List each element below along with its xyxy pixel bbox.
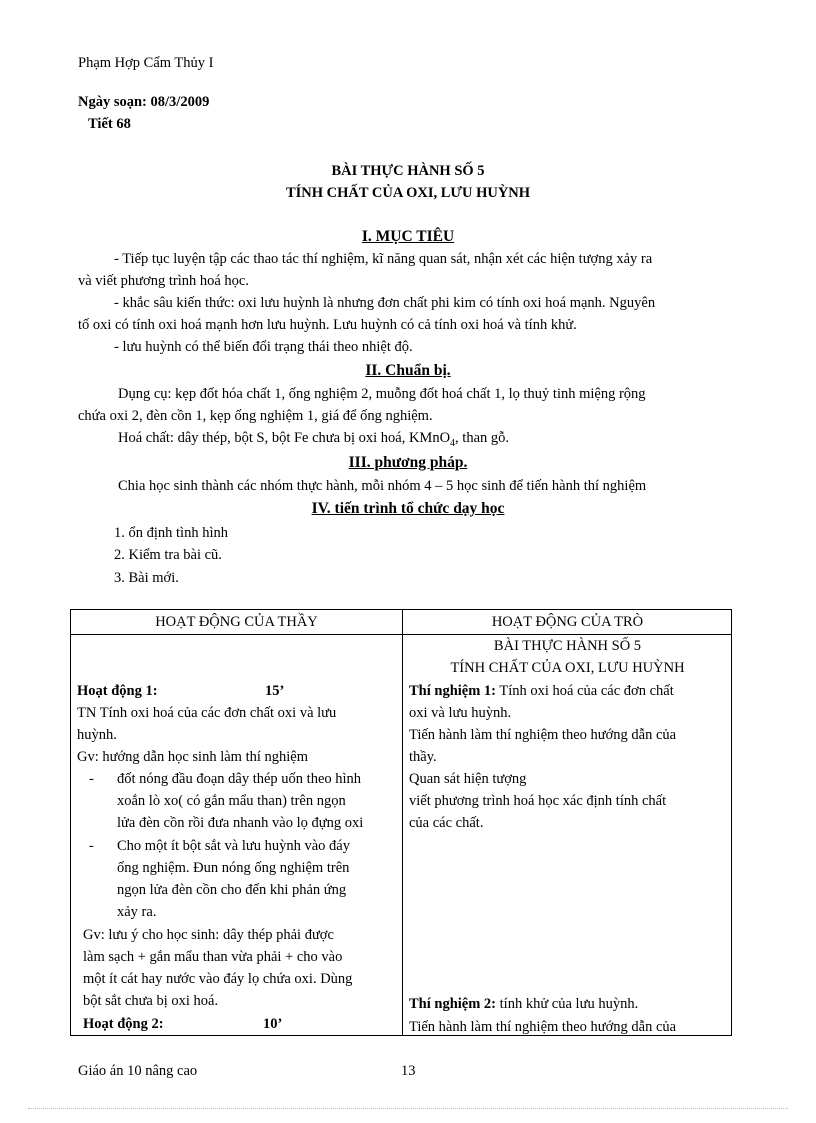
teacher-column-header: HOẠT ĐỘNG CỦA THẦY [155, 614, 318, 630]
student-line: thầy. [409, 749, 437, 765]
objectives-line: - lưu huỳnh có thể biến đổi trạng thái theo nhiệt độ. [114, 339, 413, 355]
activity-1-label: Hoạt động 1: [77, 683, 158, 699]
section-process-heading: IV. tiến trình tổ chức dạy học [311, 500, 505, 517]
experiment-1 [409, 680, 674, 702]
objectives-line: - Tiếp tục luyện tập các thao tác thí nghiệm, kĩ năng quan sát, nhận xét các hiện tượng xảy ra [114, 251, 653, 267]
teacher-line: huỳnh. [77, 727, 117, 743]
prep-date: Ngày soạn: 08/3/2009 [78, 94, 210, 110]
objectives-line: và viết phương trình hoá học. [78, 273, 249, 289]
bullet-dash: - [89, 838, 94, 854]
teacher-bullet-line: xảy ra. [117, 904, 157, 920]
title-line-2: TÍNH CHẤT CỦA OXI, LƯU HUỲNH [285, 185, 531, 201]
page-number: 13 [401, 1063, 416, 1079]
student-line: Quan sát hiện tượng [409, 771, 527, 787]
objectives-line: tố oxi có tính oxi hoá mạnh hơn lưu huỳnh. Lưu huỳnh có cả tính oxi hoá và tính khử. [78, 317, 577, 333]
experiment-1-text: Tính oxi hoá của các đơn chất [496, 683, 674, 699]
title-line-1: BÀI THỰC HÀNH SỐ 5 [331, 163, 485, 179]
student-line: viết phương trình hoá học xác định tính chất [409, 793, 667, 809]
teacher-line: TN Tính oxi hoá của các đơn chất oxi và lưu [77, 705, 337, 721]
teacher-note-line: bột sắt chưa bị oxi hoá. [83, 993, 219, 1009]
process-item: 1. ổn định tình hình [114, 525, 228, 541]
teacher-line: Gv: hướng dẫn học sinh làm thí nghiệm [77, 749, 308, 765]
activity-table [70, 609, 732, 1036]
lesson-number: Tiết 68 [88, 116, 131, 132]
student-line: Tiến hành làm thí nghiệm theo hướng dẫn của [409, 727, 677, 743]
preparation-line: Dụng cụ: kẹp đốt hóa chất 1, ống nghiệm 2, muỗng đốt hoá chất 1, lọ thuỷ tinh miệng rộng [118, 386, 646, 402]
activity-1-time: 15’ [265, 683, 285, 699]
teacher-note-line: làm sạch + gắn mẩu than vừa phải + cho vào [83, 949, 343, 965]
preparation-line: chứa oxi 2, đèn cồn 1, kẹp ống nghiệm 1, giá để ống nghiệm. [78, 408, 433, 424]
process-item: 3. Bài mới. [114, 570, 179, 586]
teacher-bullet-line: lửa đèn cồn rồi đưa nhanh vào lọ đựng oxi [117, 815, 364, 831]
objectives-line: - khắc sâu kiến thức: oxi lưu huỳnh là nhưng đơn chất phi kim có tính oxi hoá mạnh. Nguyên [114, 295, 656, 311]
experiment-2-label: Thí nghiệm 2: [409, 996, 497, 1012]
student-title-1: BÀI THỰC HÀNH SỐ 5 [493, 638, 642, 654]
chemicals-line [118, 427, 509, 449]
chemicals-text: Hoá chất: dây thép, bột S, bột Fe chưa bị oxi hoá, KMnO [118, 430, 451, 446]
section-method-heading: III. phương pháp. [348, 454, 468, 471]
method-text: Chia học sinh thành các nhóm thực hành, mỗi nhóm 4 – 5 học sinh để tiến hành thí nghiệm [118, 478, 647, 494]
experiment-2-text: tính khử của lưu huỳnh. [496, 996, 639, 1012]
bullet-dash: - [89, 771, 94, 787]
activity-2-time: 10’ [263, 1016, 283, 1032]
activity-2-label: Hoạt động 2: [83, 1016, 164, 1032]
teacher-note-line: một ít cát hay nước vào đáy lọ chứa oxi. Dùng [83, 971, 353, 987]
activity-1 [77, 680, 285, 702]
experiment-1-label: Thí nghiệm 1: [409, 683, 497, 699]
process-item: 2. Kiểm tra bài cũ. [114, 547, 222, 563]
teacher-bullet-line: ngọn lửa đèn cồn cho đến khi phản ứng [117, 882, 347, 898]
student-line: của các chất. [409, 815, 484, 831]
student-line: Tiến hành làm thí nghiệm theo hướng dẫn của [409, 1019, 677, 1035]
teacher-bullet-line: đốt nóng đầu đoạn dây thép uốn theo hình [117, 771, 362, 787]
footer-title: Giáo án 10 nâng cao [78, 1063, 198, 1079]
page-bottom-border [28, 1108, 788, 1109]
activity-2 [83, 1013, 283, 1035]
student-title-2: TÍNH CHẤT CỦA OXI, LƯU HUỲNH [450, 660, 685, 676]
teacher-bullet-line: xoắn lò xo( có gắn mẩu than) trên ngọn [117, 793, 346, 809]
teacher-bullet-line: Cho một ít bột sắt và lưu huỳnh vào đáy [117, 838, 350, 854]
section-preparation-heading: II. Chuẩn bị. [365, 362, 451, 379]
student-column-header: HOẠT ĐỘNG CỦA TRÒ [491, 614, 644, 630]
chemical-subscript: 4 [450, 437, 456, 449]
experiment-2 [409, 993, 638, 1015]
student-line: oxi và lưu huỳnh. [409, 705, 512, 721]
chemicals-text-end: , than gỗ. [455, 430, 510, 446]
section-objectives-heading: I. MỤC TIÊU [361, 228, 455, 245]
author-name: Phạm Hợp Cẩm Thủy I [78, 55, 214, 71]
teacher-bullet-line: ống nghiệm. Đun nóng ống nghiệm trên [117, 860, 350, 876]
teacher-note-line: Gv: lưu ý cho học sinh: dây thép phải được [83, 927, 334, 943]
